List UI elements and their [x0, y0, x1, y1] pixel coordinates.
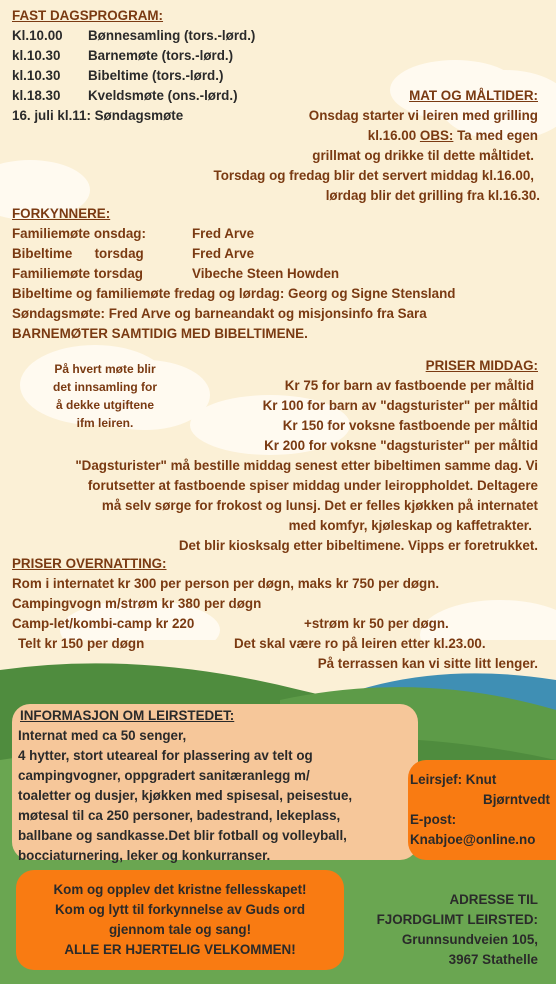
overnatting-line-1: Rom i internatet kr 300 per person per døgn, maks kr 750 per døgn. [12, 576, 440, 591]
forkynnere-label-3: Familiemøte torsdag [12, 266, 143, 281]
info-line-4: toaletter og dusjer, kjøkken med spisesal, peisestue, [18, 788, 353, 803]
mat-line-4: Torsdag og fredag blir det servert middag kl.16.00, [213, 168, 534, 183]
overnatting-line-4b: Det skal være ro på leiren etter kl.23.00. [234, 636, 486, 651]
velkommen-line-2: Kom og lytt til forkynnelse av Guds ord [55, 902, 305, 917]
middag-para-4: med komfyr, kjøleskap og kaffetrakter. [288, 518, 532, 533]
middag-price-4: Kr 200 for voksne "dagsturister" per måltid [264, 438, 538, 453]
leirsjef-line-1: Leirsjef: Knut [410, 772, 497, 787]
overnatting-line-3b: +strøm kr 50 per døgn. [304, 616, 449, 631]
forkynnere-line-5: Søndagsmøte: Fred Arve og barneandakt og misjonsinfo fra Sara [12, 306, 427, 321]
info-line-3: campingvogner, oppgradert sanitæranlegg m/ [18, 768, 310, 783]
forkynnere-name-1: Fred Arve [192, 226, 255, 241]
mat-obs: OBS: [419, 128, 454, 143]
forkynnere-label-2: Bibeltime torsdag [12, 246, 144, 261]
fast-sunday: 16. juli kl.11: Søndagsmøte [12, 108, 184, 123]
info-line-7: bocciaturnering, leker og konkurranser. [18, 848, 271, 863]
middag-heading: PRISER MIDDAG: [425, 358, 538, 373]
forkynnere-name-3: Vibeche Steen Howden [192, 266, 340, 281]
fast-event-2: Barnemøte (tors.-lørd.) [88, 48, 234, 63]
leirsjef-email: Knabjoe@online.no [410, 832, 536, 847]
fast-event-3: Bibeltime (tors.-lørd.) [88, 68, 224, 83]
fast-time-2: kl.10.30 [12, 48, 61, 63]
info-heading: INFORMASJON OM LEIRSTEDET: [20, 708, 235, 723]
overnatting-line-2: Campingvogn m/strøm kr 380 per døgn [12, 596, 262, 611]
middag-para-1: "Dagsturister" må bestille middag senest etter bibeltimen samme dag. Vi [75, 458, 538, 473]
middag-para-2: forutsetter at fastboende spiser middag under leiroppholdet. Deltagere [87, 478, 538, 493]
leirsjef-line-2: Bjørntvedt [483, 792, 550, 807]
adresse-line-1: ADRESSE TIL [449, 892, 538, 907]
fast-time-3: kl.10.30 [12, 68, 61, 83]
middag-price-2: Kr 100 for barn av "dagsturister" per måltid [262, 398, 538, 413]
info-line-2: 4 hytter, stort uteareal for plassering av telt og [18, 748, 313, 763]
forkynnere-label-1: Familiemøte onsdag: [12, 226, 146, 241]
innsamling-line-1: På hvert møte blir [54, 362, 156, 376]
forkynnere-name-2: Fred Arve [192, 246, 255, 261]
forkynnere-line-4: Bibeltime og familiemøte fredag og lørdag: Georg og Signe Stensland [12, 286, 456, 301]
overnatting-heading: PRISER OVERNATTING: [12, 556, 167, 571]
mat-line-3: grillmat og drikke til dette måltidet. [312, 148, 534, 163]
velkommen-line-1: Kom og opplev det kristne fellesskapet! [53, 882, 307, 897]
mat-heading: MAT OG MÅLTIDER: [409, 88, 538, 103]
leirsjef-line-3: E-post: [410, 812, 457, 827]
mat-line-2 [368, 126, 538, 146]
innsamling-line-4: ifm leiren. [76, 416, 134, 430]
middag-para-5: Det blir kiosksalg etter bibeltimene. Vipps er foretrukket. [178, 538, 538, 553]
fast-time-4: kl.18.30 [12, 88, 61, 103]
fast-event-4: Kveldsmøte (ons.-lørd.) [88, 88, 238, 103]
info-line-1: Internat med ca 50 senger, [18, 728, 187, 743]
velkommen-line-3: gjennom tale og sang! [108, 922, 252, 937]
forkynnere-line-6: BARNEMØTER SAMTIDIG MED BIBELTIMENE. [12, 326, 308, 341]
adresse-line-2: FJORDGLIMT LEIRSTED: [376, 912, 538, 927]
fast-event-1: Bønnesamling (tors.-lørd.) [88, 28, 256, 43]
mat-line-2c: Ta med egen [457, 128, 538, 143]
middag-price-1: Kr 75 for barn av fastboende per måltid [284, 378, 534, 393]
overnatting-line-5: På terrassen kan vi sitte litt lenger. [317, 656, 538, 671]
adresse-line-4: 3967 Stathelle [448, 952, 538, 967]
fast-time-1: Kl.10.00 [12, 28, 63, 43]
fast-heading: FAST DAGSPROGRAM: [12, 8, 164, 23]
mat-line-2a: kl.16.00 [367, 128, 417, 143]
mat-line-1: Onsdag starter vi leiren med grilling [308, 108, 538, 123]
overnatting-line-3a: Camp-let/kombi-camp kr 220 [12, 616, 195, 631]
adresse-line-3: Grunnsundveien 105, [401, 932, 538, 947]
innsamling-line-3: å dekke utgiftene [55, 398, 155, 412]
forkynnere-heading: FORKYNNERE: [12, 206, 111, 221]
info-line-6: ballbane og sandkasse.Det blir fotball og volleyball, [18, 828, 347, 843]
mat-line-5: lørdag blir det grilling fra kl.16.30. [325, 188, 540, 203]
innsamling-line-2: det innsamling for [52, 380, 157, 394]
middag-para-3: må selv sørge for frokost og lunsj. Det er felles kjøkken på internatet [101, 498, 538, 513]
info-line-5: møtesal til ca 250 personer, badestrand, lekeplass, [18, 808, 341, 823]
overnatting-line-4a: Telt kr 150 per døgn [18, 636, 145, 651]
middag-price-3: Kr 150 for voksne fastboende per måltid [282, 418, 538, 433]
velkommen-line-4: ALLE ER HJERTELIG VELKOMMEN! [64, 942, 296, 957]
